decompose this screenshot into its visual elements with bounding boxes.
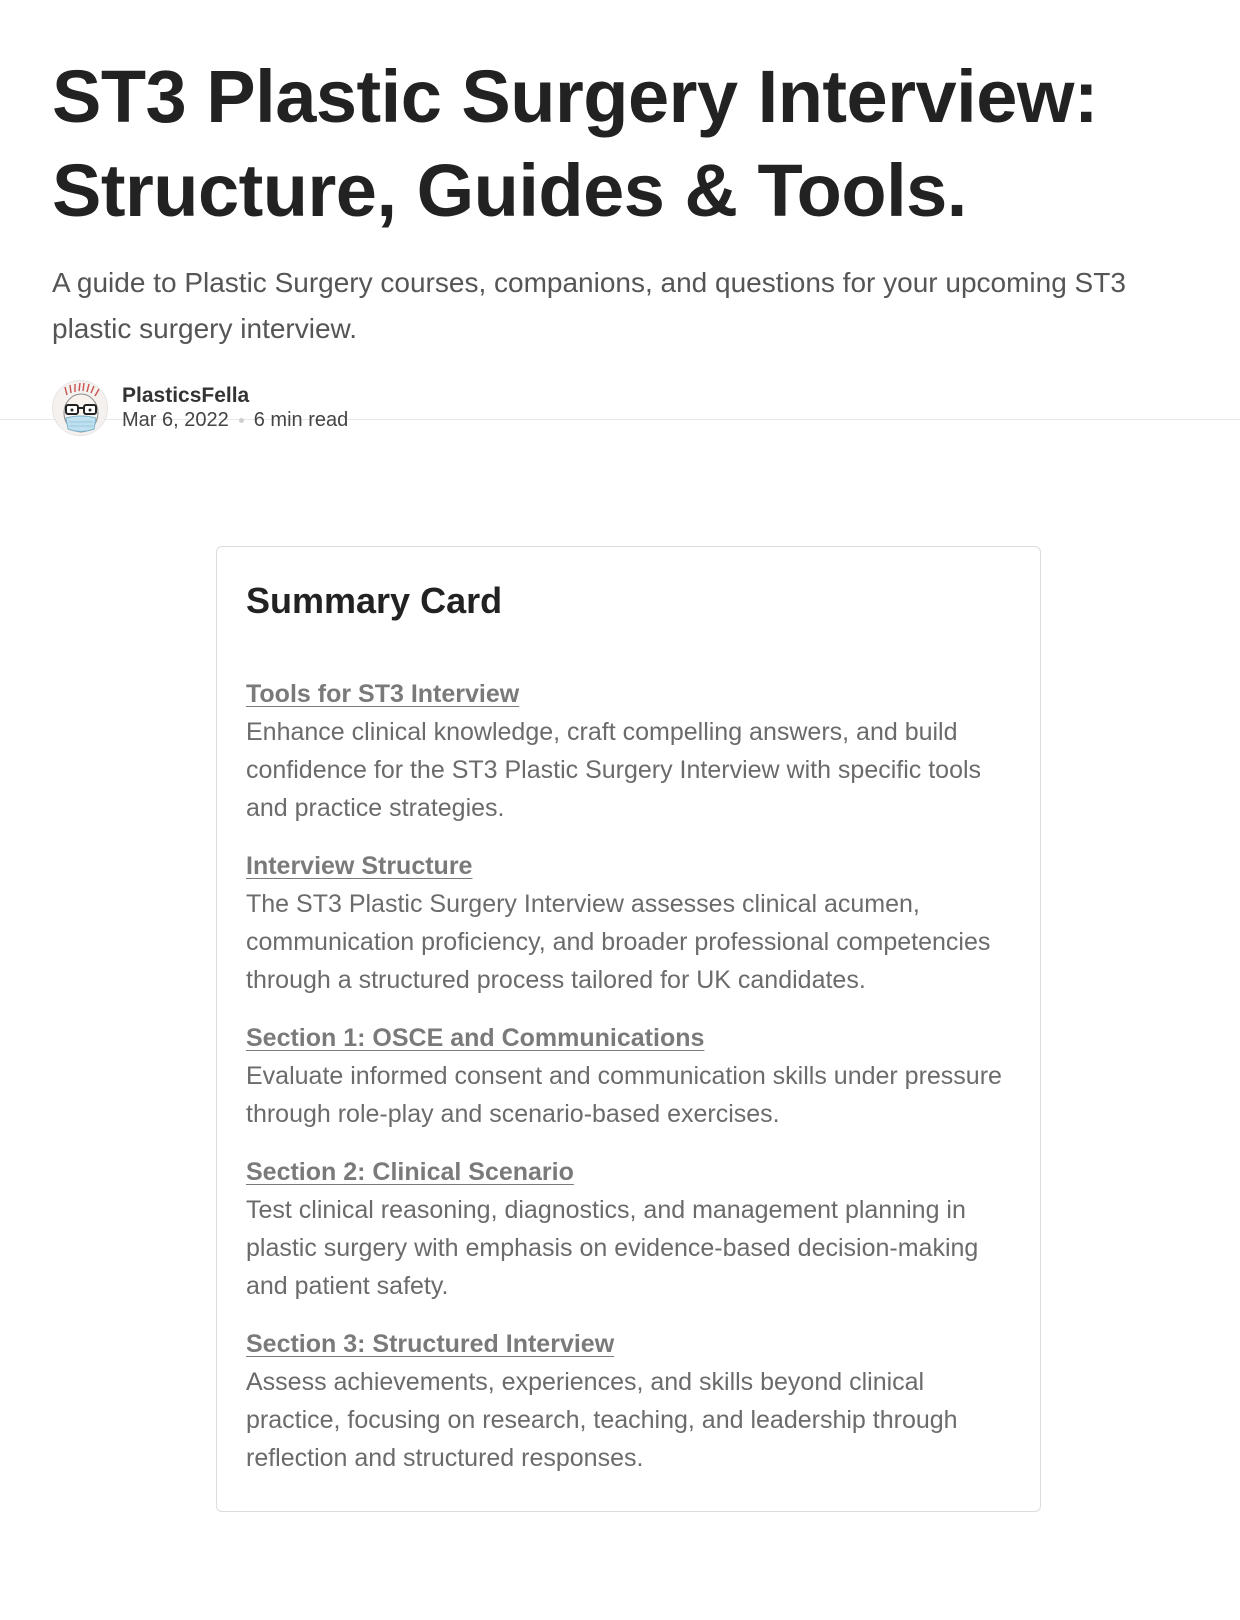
post-title: ST3 Plastic Surgery Interview: Structure, Guides & Tools. xyxy=(52,55,1099,232)
summary-section-structure xyxy=(246,849,1012,999)
summary-link-structure[interactable]: Interview Structure xyxy=(246,852,473,880)
summary-section-structured-interview xyxy=(246,1327,1012,1477)
summary-link-clinical[interactable]: Section 2: Clinical Scenario xyxy=(246,1158,574,1186)
summary-desc-clinical: Test clinical reasoning, diagnostics, and management planning in plastic surgery with emphasis on evidence-based decision-making and patient safety. xyxy=(246,1196,979,1300)
summary-link-osce[interactable]: Section 1: OSCE and Communications xyxy=(246,1024,705,1052)
summary-section-clinical xyxy=(246,1155,1012,1305)
post-excerpt: A guide to Plastic Surgery courses, companions, and questions for your upcoming ST3 plastic surgery interview. xyxy=(52,267,1126,344)
post-byline xyxy=(52,380,1188,436)
summary-desc-osce: Evaluate informed consent and communication skills under pressure through role-play and scenario-based exercises. xyxy=(246,1062,1002,1128)
summary-link-tools[interactable]: Tools for ST3 Interview xyxy=(246,680,520,708)
author-avatar[interactable] xyxy=(52,380,108,436)
summary-desc-structured-interview: Assess achievements, experiences, and skills beyond clinical practice, focusing on research, teaching, and leadership through reflection and structured responses. xyxy=(246,1368,958,1472)
summary-desc-structure: The ST3 Plastic Surgery Interview assesses clinical acumen, communication proficiency, and broader professional competencies through a structured process tailored for UK candidates. xyxy=(246,890,991,994)
summary-card xyxy=(216,546,1041,1512)
summary-link-structured-interview[interactable]: Section 3: Structured Interview xyxy=(246,1330,615,1358)
byline-meta xyxy=(122,384,348,432)
surgeon-avatar-icon xyxy=(53,381,108,436)
summary-card-title: Summary Card xyxy=(246,580,503,621)
meta-separator-dot xyxy=(239,418,244,423)
summary-desc-tools: Enhance clinical knowledge, craft compelling answers, and build confidence for the ST3 Plastic Surgery Interview with specific tools and practice strategies. xyxy=(246,718,982,822)
reading-time: 6 min read xyxy=(253,409,349,431)
post-meta xyxy=(122,408,348,432)
summary-section-tools xyxy=(246,677,1012,827)
summary-section-osce xyxy=(246,1021,1012,1133)
author-name[interactable]: PlasticsFella xyxy=(122,384,250,407)
post-header xyxy=(0,0,1240,431)
post-date: Mar 6, 2022 xyxy=(122,409,229,431)
